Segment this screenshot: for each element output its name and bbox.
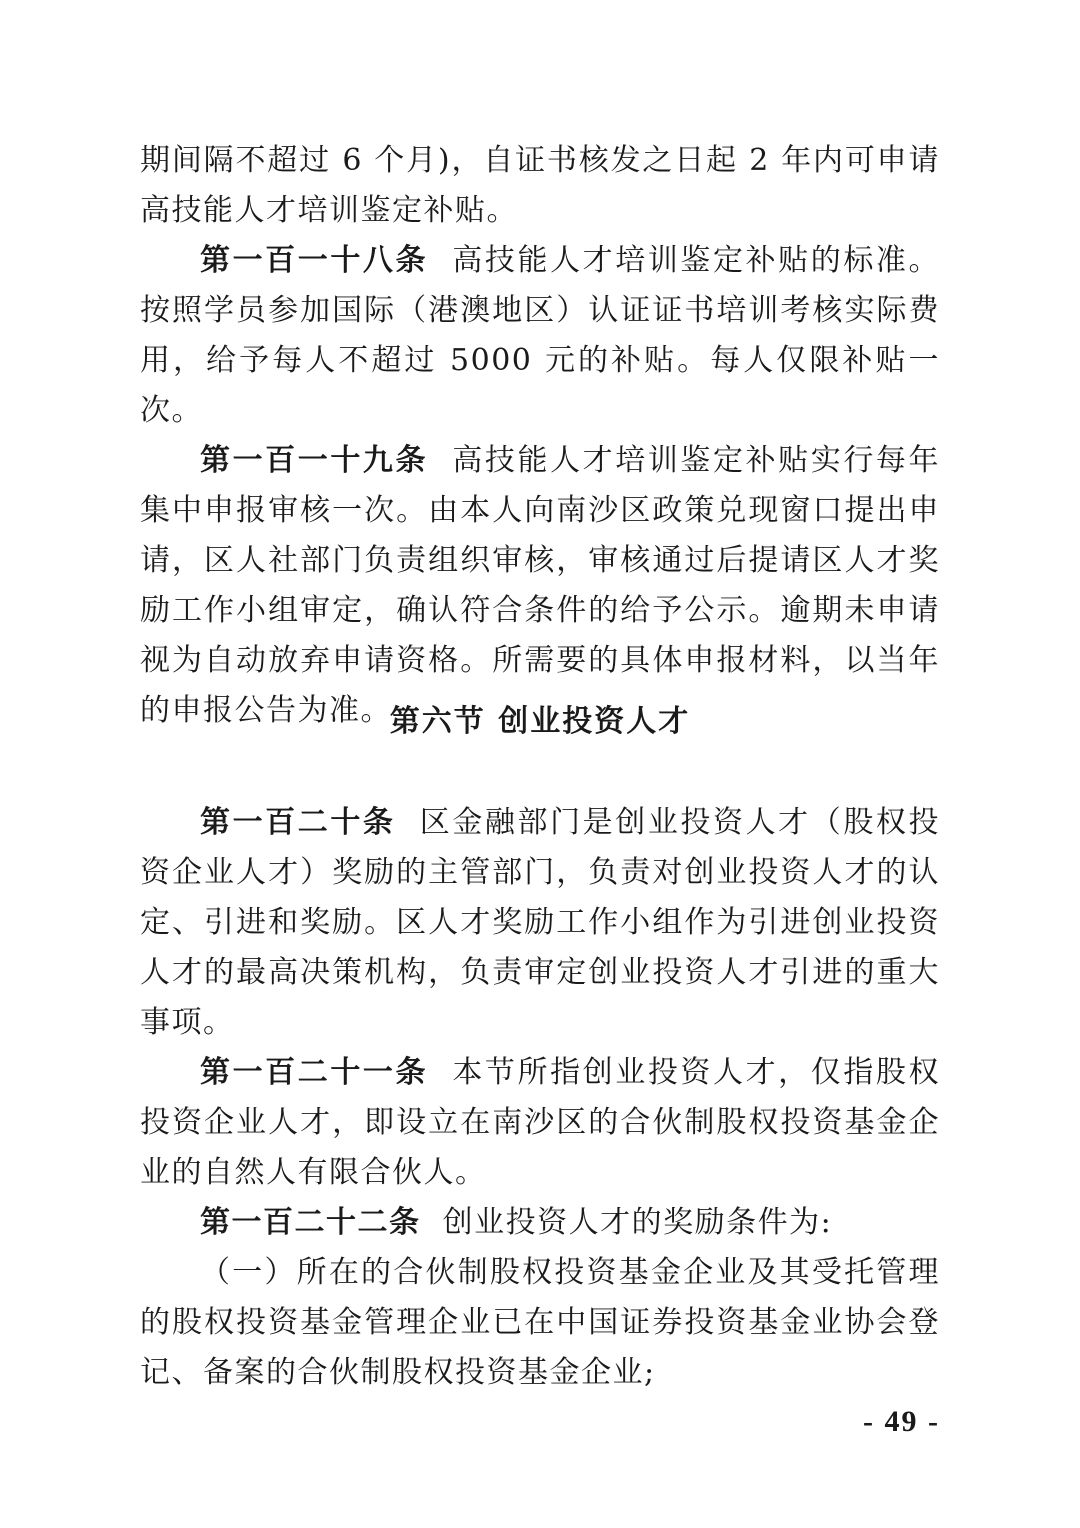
article-121-title: 第一百二十一条 [200, 1055, 429, 1090]
page-number: - 49 - [863, 1405, 940, 1438]
article-118-title: 第一百一十八条 [200, 243, 429, 278]
article-122-title: 第一百二十二条 [200, 1205, 421, 1240]
article-119-title: 第一百一十九条 [200, 443, 429, 478]
article-118-body: 高技能人才培训鉴定补贴的标准。按照学员参加国际（港澳地区）认证证书培训考核实际费用，给予每人不超过 5000 元的补贴。每人仅限补贴一次。 [140, 243, 941, 428]
article-119 [140, 436, 940, 736]
article-122 [140, 1198, 940, 1248]
paragraph-continuation: 期间隔不超过 6 个月)，自证书核发之日起 2 年内可申请高技能人才培训鉴定补贴。 [140, 143, 940, 228]
section-heading: 第六节 创业投资人才 [389, 704, 691, 739]
article-120-title: 第一百二十条 [200, 805, 396, 840]
article-118 [140, 236, 940, 436]
text-block-lower [140, 798, 940, 1398]
article-122-body: 创业投资人才的奖励条件为: [442, 1205, 833, 1240]
article-120 [140, 798, 940, 1048]
article-121 [140, 1048, 940, 1198]
list-item-1: （一）所在的合伙制股权投资基金企业及其受托管理的股权投资基金管理企业已在中国证券投资基金业协会登记、备案的合伙制股权投资基金企业; [140, 1255, 940, 1390]
text-block-upper [140, 136, 940, 736]
article-121-body: 本节所指创业投资人才，仅指股权投资企业人才，即设立在南沙区的合伙制股权投资基金企业的自然人有限合伙人。 [140, 1055, 941, 1190]
article-119-body: 高技能人才培训鉴定补贴实行每年集中申报审核一次。由本人向南沙区政策兑现窗口提出申请，区人社部门负责组织审核，审核通过后提请区人才奖励工作小组审定，确认符合条件的给予公示。逾期未申请视为自动放弃申请资格。所需要的具体申报材料，以当年的申报公告为准。 [140, 443, 941, 728]
article-120-body: 区金融部门是创业投资人才（股权投资企业人才）奖励的主管部门，负责对创业投资人才的认定、引进和奖励。区人才奖励工作小组作为引进创业投资人才的最高决策机构，负责审定创业投资人才引进的重大事项。 [140, 805, 941, 1040]
